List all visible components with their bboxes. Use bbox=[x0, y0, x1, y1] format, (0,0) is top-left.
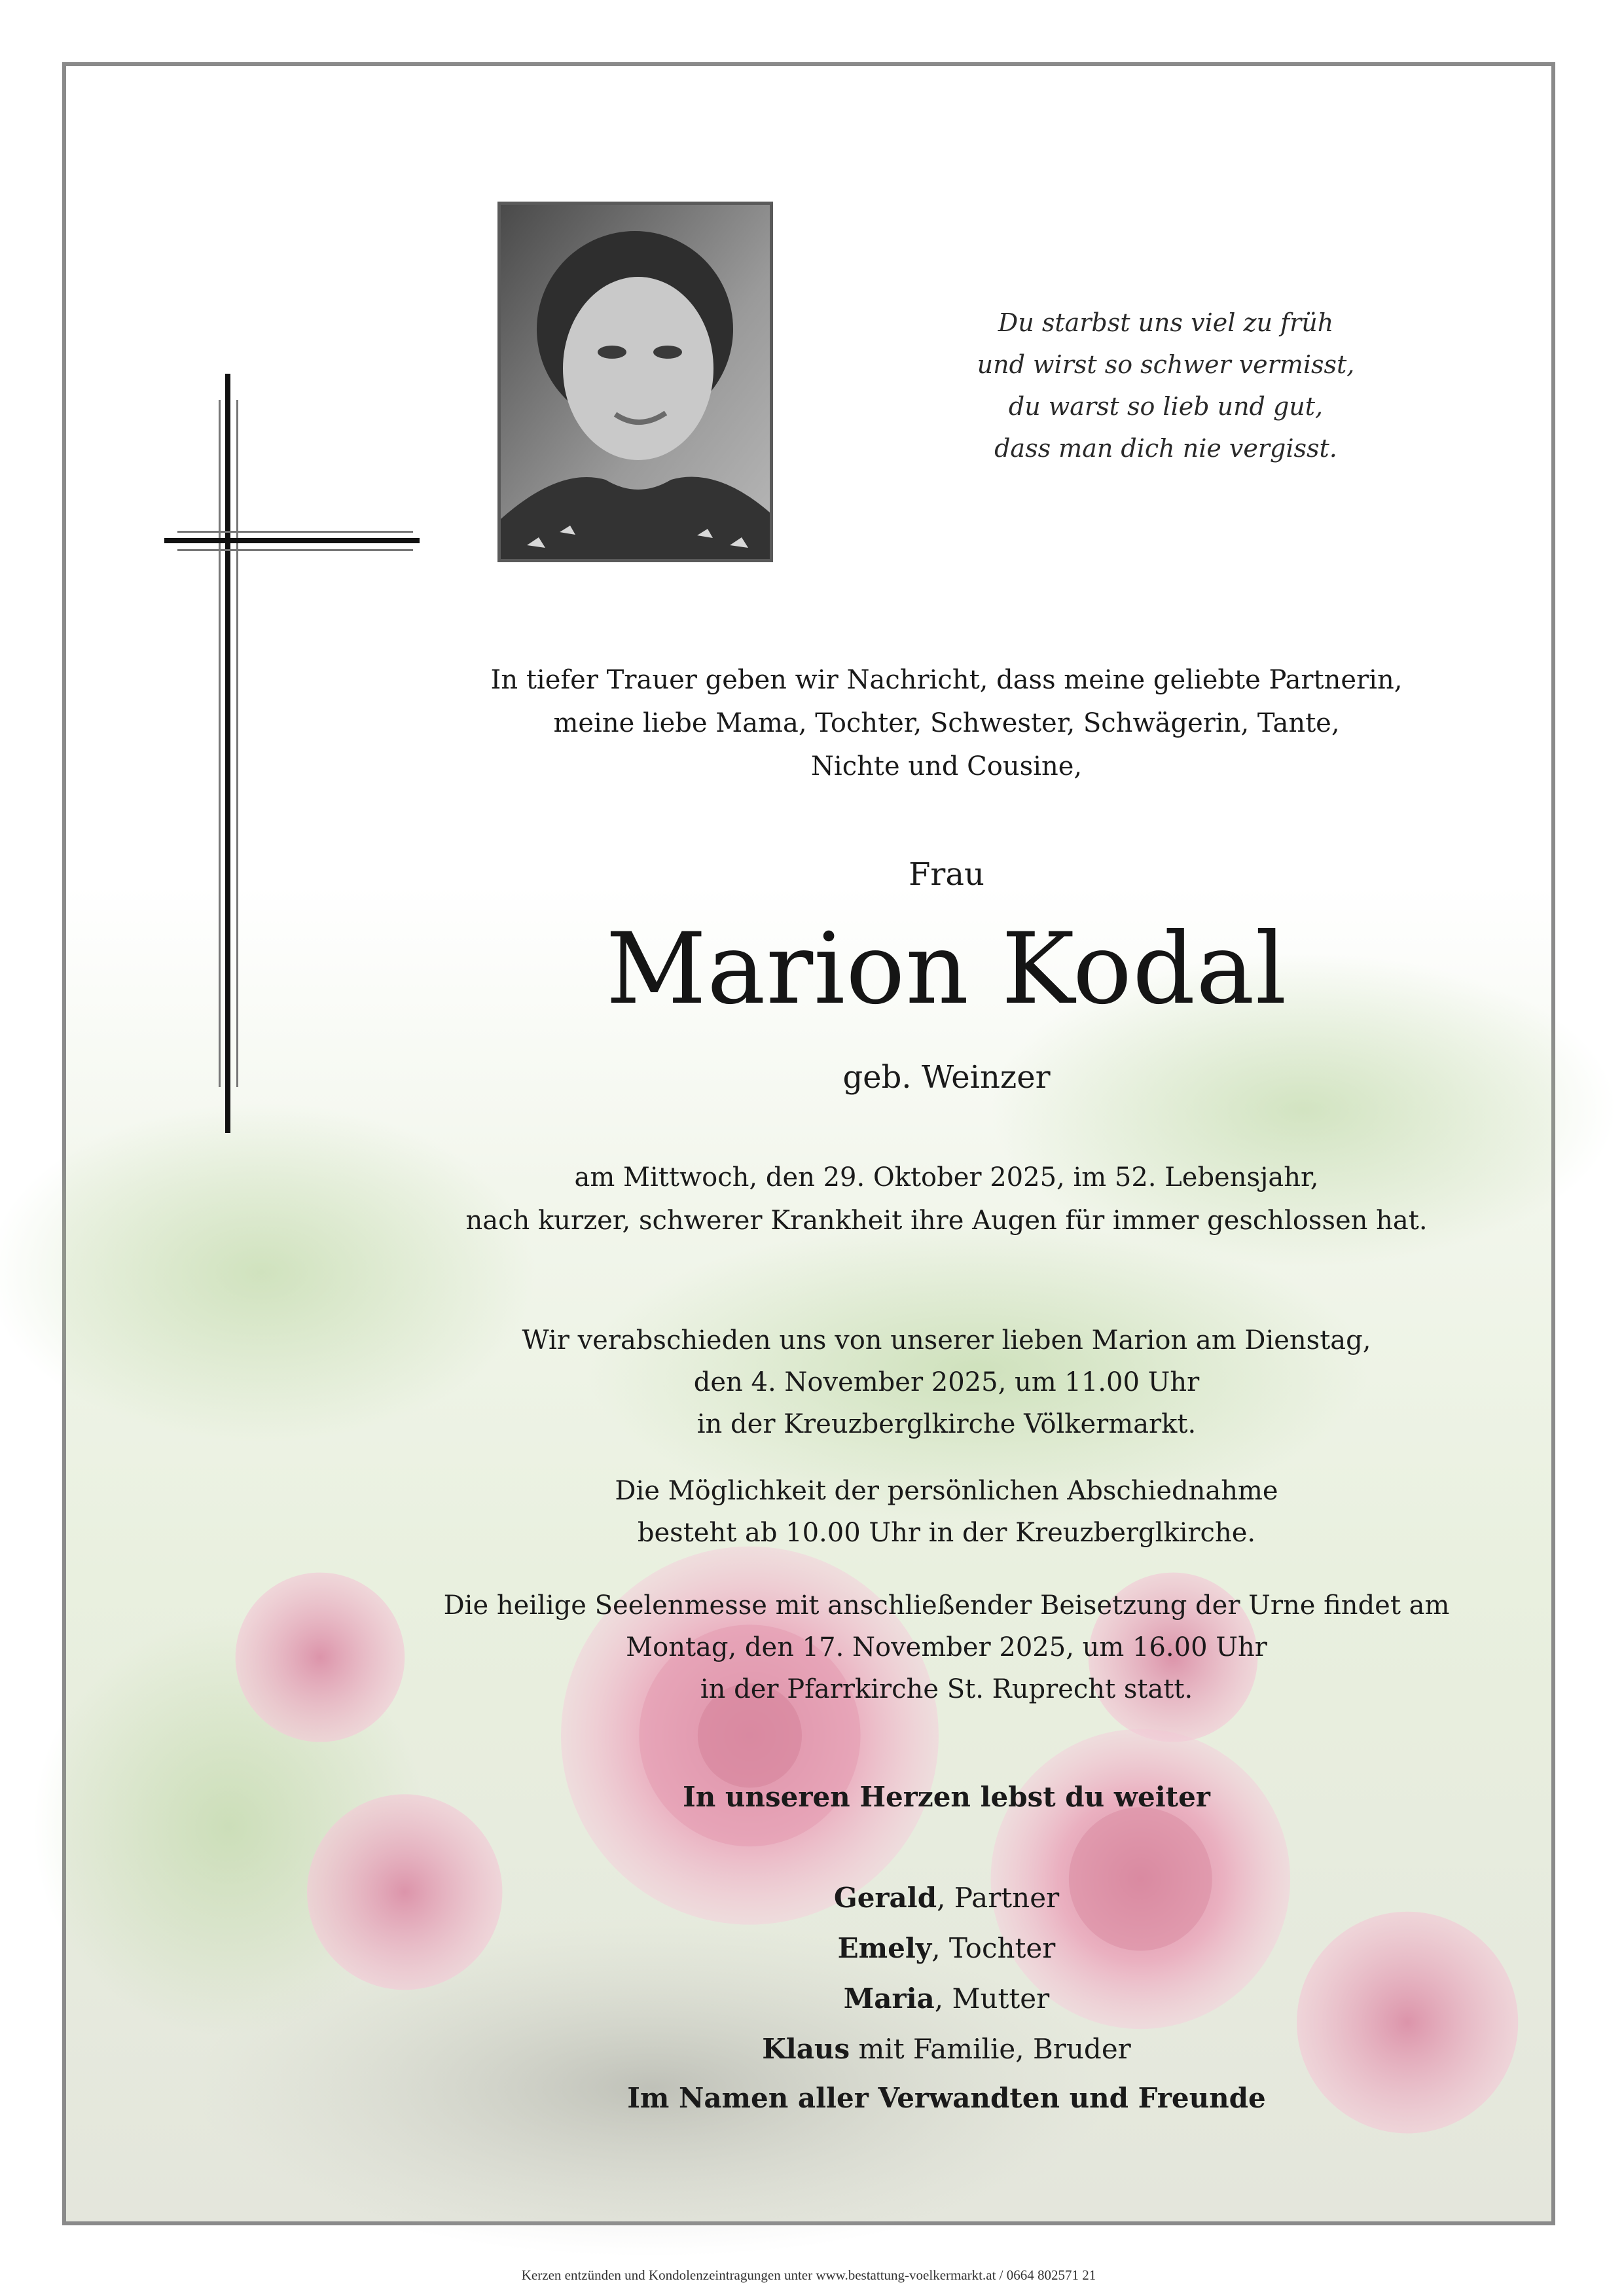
mass-line: Montag, den 17. November 2025, um 16.00 Uhr bbox=[626, 1632, 1267, 1662]
salutation: Frau bbox=[909, 856, 984, 893]
death-line: am Mittwoch, den 29. Oktober 2025, im 52. Lebensjahr, bbox=[574, 1162, 1319, 1193]
mass-line: in der Pfarrkirche St. Ruprecht statt. bbox=[700, 1674, 1193, 1704]
deceased-name: Marion Kodal bbox=[605, 912, 1288, 1026]
death-line: nach kurzer, schwerer Krankheit ihre Augen für immer geschlossen hat. bbox=[465, 1206, 1428, 1236]
mourner-name: Maria bbox=[843, 1982, 935, 2015]
intro-line: In tiefer Trauer geben wir Nachricht, dass meine geliebte Partnerin, bbox=[490, 665, 1403, 695]
viewing-line: Die Möglichkeit der persönlichen Abschiednahme bbox=[615, 1476, 1278, 1506]
cross-icon bbox=[164, 374, 433, 1133]
quote-line: und wirst so schwer vermisst, bbox=[977, 350, 1355, 379]
mourner-item bbox=[393, 1873, 1500, 1923]
quote-line: dass man dich nie vergisst. bbox=[994, 434, 1337, 463]
birth-name: geb. Weinzer bbox=[842, 1059, 1051, 1096]
mass-line: Die heilige Seelenmesse mit anschließender Beisetzung der Urne findet am bbox=[443, 1590, 1450, 1621]
footer-contact: Kerzen entzünden und Kondolenzeintragungen unter www.bestattung-voelkermarkt.at / 0664 802571 21 bbox=[521, 2267, 1096, 2283]
farewell-line: in der Kreuzberglkirche Völkermarkt. bbox=[696, 1409, 1197, 1439]
mourners-list bbox=[393, 1873, 1500, 2074]
closing-line: Im Namen aller Verwandten und Freunde bbox=[627, 2082, 1266, 2114]
farewell-line: den 4. November 2025, um 11.00 Uhr bbox=[693, 1367, 1200, 1397]
mourner-relation: , Mutter bbox=[934, 1982, 1050, 2015]
death-notice bbox=[393, 1156, 1500, 1242]
mourner-relation: , Partner bbox=[937, 1882, 1060, 1914]
mass-info bbox=[393, 1585, 1500, 1710]
quote-line: Du starbst uns viel zu früh bbox=[998, 308, 1334, 337]
viewing-line: besteht ab 10.00 Uhr in der Kreuzberglkirche. bbox=[637, 1518, 1256, 1548]
mourner-name: Emely bbox=[837, 1932, 932, 1964]
memorial-quote bbox=[871, 302, 1460, 469]
intro-line: meine liebe Mama, Tochter, Schwester, Schwägerin, Tante, bbox=[553, 708, 1340, 738]
intro-text bbox=[393, 658, 1500, 788]
quote-line: du warst so lieb und gut, bbox=[1008, 392, 1324, 421]
mourners-heading: In unseren Herzen lebst du weiter bbox=[683, 1781, 1210, 1813]
portrait-photo bbox=[497, 202, 773, 562]
farewell-line: Wir verabschieden uns von unserer lieben Marion am Dienstag, bbox=[522, 1325, 1371, 1355]
obituary-frame bbox=[62, 62, 1555, 2283]
intro-line: Nichte und Cousine, bbox=[810, 751, 1083, 781]
mourner-relation: mit Familie, Bruder bbox=[850, 2033, 1131, 2065]
viewing-info bbox=[393, 1470, 1500, 1554]
farewell-info bbox=[393, 1319, 1500, 1445]
mourner-item bbox=[393, 2024, 1500, 2074]
mourner-item bbox=[393, 1973, 1500, 2024]
mourner-relation: , Tochter bbox=[931, 1932, 1056, 1964]
mourner-name: Klaus bbox=[762, 2033, 850, 2065]
mourner-item bbox=[393, 1923, 1500, 1973]
mourner-name: Gerald bbox=[833, 1882, 937, 1914]
